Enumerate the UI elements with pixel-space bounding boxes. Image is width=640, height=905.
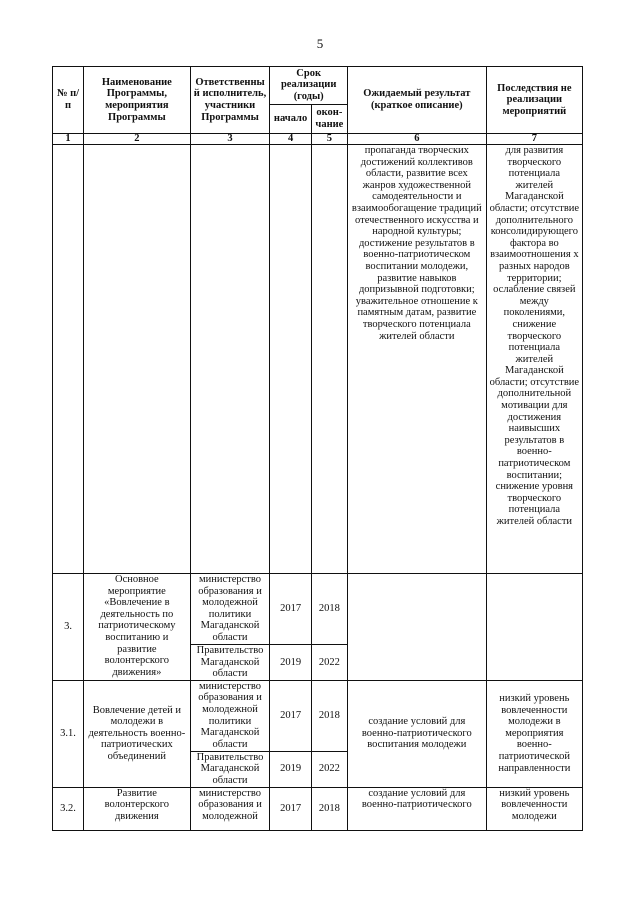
row-end: 2018 [311,574,347,645]
table-row [53,574,583,645]
header-end: окон-чание [311,104,347,133]
header-result: Ожидаемый результат (краткое описание) [347,67,486,134]
row-result: создание условий для военно-патриотического [347,787,486,830]
column-number: 5 [311,134,347,145]
row-end: 2018 [311,680,347,751]
row-executor: Правительство Магаданской области [190,645,270,681]
row-start: 2019 [270,751,311,787]
table-row [53,787,583,830]
header-name: Наименование Программы, мероприятия Программы [84,67,191,134]
continuation-consequence: для развития творческого потенциала жителей Магаданской области; отсутствие дополнительного консолидирующего фактора во взаимоотношения х разных народов территории; ослабление связей между поколениями, снижение творческого потенциала жителей Магаданской области; отсутствие дополнительной мотивации для достижения наивысших результатов в военно-патриотическом воспитании; снижение уровня творческого потенциала жителей области [486,145,582,574]
row-consequence: низкий уровень вовлеченности молодежи [486,787,582,830]
header-period: Срок реализации (годы) [270,67,348,105]
program-table [52,66,583,831]
row-start: 2019 [270,645,311,681]
column-number: 7 [486,134,582,145]
row-name: Вовлечение детей и молодежи в деятельность военно-патриотических объединений [84,680,191,787]
column-number: 3 [190,134,270,145]
row-result: создание условий для военно-патриотического воспитания молодежи [347,680,486,787]
row-executor: министерство образования и молодежной [190,787,270,830]
row-name: Развитие волонтерского движения [84,787,191,830]
row-executor: Правительство Магаданской области [190,751,270,787]
column-number: 2 [84,134,191,145]
row-end: 2018 [311,787,347,830]
continuation-row [53,145,583,574]
row-end: 2022 [311,751,347,787]
row-consequence: низкий уровень вовлеченности молодежи в мероприятия военно-патриотической направленности [486,680,582,787]
column-numbers-row [53,134,583,145]
row-number: 3.2. [53,787,84,830]
header-executor: Ответственны й исполнитель, участники Программы [190,67,270,134]
row-start: 2017 [270,680,311,751]
header-num: № п/п [53,67,84,134]
header-start: начало [270,104,311,133]
row-end: 2022 [311,645,347,681]
header-consequence: Последствия не реализации мероприятий [486,67,582,134]
row-number: 3.1. [53,680,84,787]
table-row [53,680,583,751]
column-number: 6 [347,134,486,145]
column-number: 1 [53,134,84,145]
row-result [347,574,486,681]
row-consequence [486,574,582,681]
header-row [53,67,583,105]
row-name: Основное мероприятие «Вовлечение в деятельность по патриотическому воспитанию и развитие волонтерского движения» [84,574,191,681]
row-start: 2017 [270,787,311,830]
column-number: 4 [270,134,311,145]
continuation-result: пропаганда творческих достижений коллективов области, развитие всех жанров художественной самодеятельности и взаимообогащение традиций отечественного искусства и народной культуры; достижение результатов в военно-патриотическом воспитании молодежи, развитие навыков допризывной подготовки; уважительное отношение к памятным датам, развитие творческого потенциала жителей области [347,145,486,574]
row-number: 3. [53,574,84,681]
row-executor: министерство образования и молодежной политики Магаданской области [190,680,270,751]
row-executor: министерство образования и молодежной политики Магаданской области [190,574,270,645]
row-start: 2017 [270,574,311,645]
page-number: 5 [316,36,324,51]
